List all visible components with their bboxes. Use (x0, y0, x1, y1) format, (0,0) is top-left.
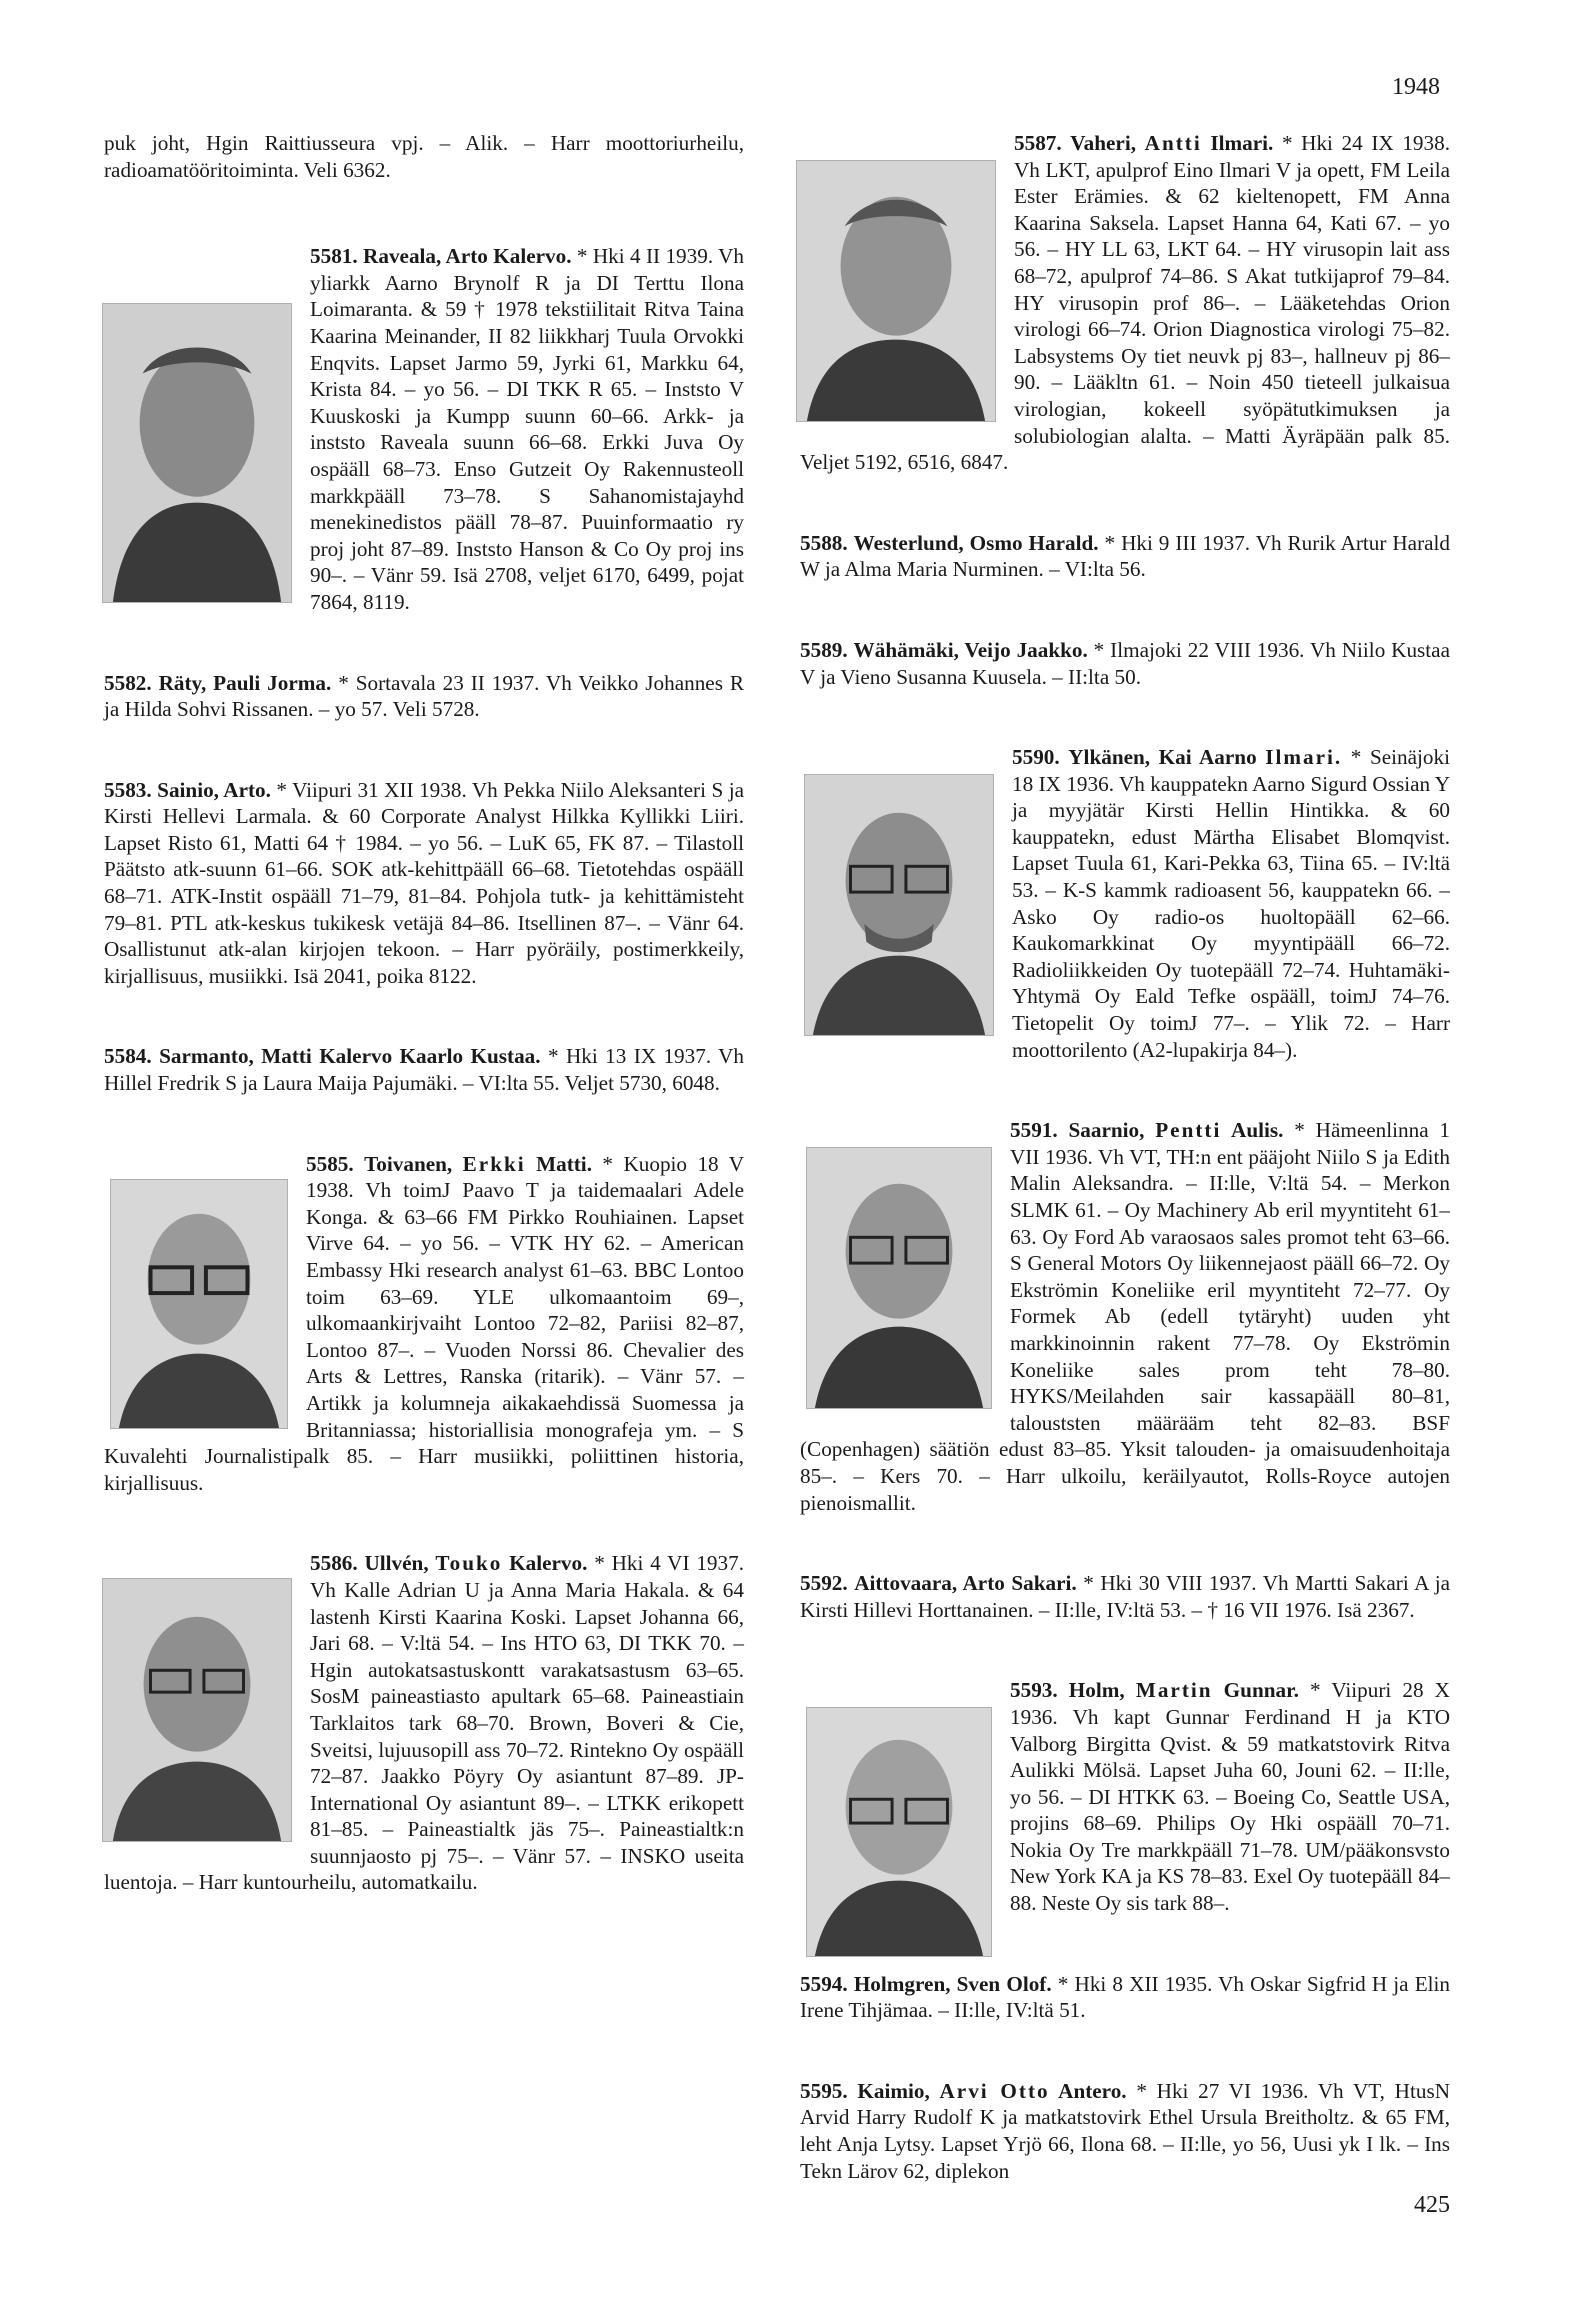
entry-number: 5581. (310, 244, 358, 269)
entry-text: * Hki 4 II 1939. Vh yliarkk Aarno Brynolf R ja DI Terttu Ilona Loimaranta. & 59 † 1978 tekstiilitait Ritva Taina Kaarina Meinander, II 82 liikkharj Tuula Orvokki Enqvits. Lapset Jarmo 59, Jyrki 61, Markku 64, Krista 84. – yo 56. – DI TKK R 65. – Inststo V Kuuskoski ja Kumpp suunn 60–66. Arkk- ja inststo Raveala suunn 66–68. Erkki Juva Oy ospääll 68–73. Enso Gutzeit Oy Rakennusteoll markkpääll 73–78. S Sahanomistajayhd menekinedistos pääll 78–87. Puuinformaatio ry proj joht 87–89. Inststo Hanson & Co Oy proj ins 90–. – Vänr 59. Isä 2708, veljet 6170, 6499, pojat 7864, 8119. (310, 244, 745, 614)
entry-name: Saarnio, Pentti Aulis. (1068, 1118, 1284, 1143)
entry-5595 (800, 2078, 1450, 2184)
entry-name: Holm, Martin Gunnar. (1068, 1678, 1299, 1703)
entry-number: 5583. (104, 777, 152, 802)
portrait-photo-5587 (796, 160, 996, 422)
right-column (800, 130, 1450, 2238)
entry-number: 5590. (1012, 745, 1060, 770)
page-number: 425 (1414, 2192, 1450, 2218)
entry-text: * Hki 24 IX 1938. Vh LKT, apulprof Eino Ilmari V ja opett, FM Leila Ester Erämies. & 62 kieltenopett, FM Anna Kaarina Saksela. Lapset Hanna 64, Kati 67. – yo 56. – HY LL 63, LKT 64. – HY virusopin lait ass 68–72, apulprof 74–86. S Akat tutkijaprof 79–84. HY virusopin prof 86–. – Lääketehdas Orion virologi 66–74. Orion Diagnostica virologi 75–82. Labsystems Oy tiet neuvk pj 83–, hallneuv pj 86–90. – Lääkltn 61. – Noin 450 tieteell julkaisua virologian, kokeell syöpätutkimuksen ja solubiologian alalta. – Matti Äyräpään palk 85. Veljet 5192, 6516, 6847. (800, 131, 1451, 475)
entry-name: Raveala, Arto Kalervo. (363, 244, 572, 269)
entry-text: * Hki 9 III 1937. Vh Rurik Artur Harald W ja Alma Maria Nurminen. – VI:lta 56. (800, 530, 1451, 582)
entry-name: Toivanen, Erkki Matti. (364, 1151, 592, 1176)
entry-text: * Hki 8 XII 1935. Vh Oskar Sigfrid H ja Elin Irene Tihjämaa. – II:lle, IV:ltä 51. (800, 1971, 1451, 2023)
portrait-photo-5591 (806, 1147, 992, 1409)
entry-5594 (800, 1971, 1450, 2024)
entry-name: Wähämäki, Veijo Jaakko. (853, 637, 1088, 662)
entry-5582 (104, 670, 744, 723)
entry-name: Ylkänen, Kai Aarno Ilmari. (1068, 745, 1343, 770)
entry-name: Kaimio, Arvi Otto Antero. (857, 2078, 1127, 2103)
entry-name: Sarmanto, Matti Kalervo Kaarlo Kustaa. (159, 1044, 541, 1069)
entry-text: * Viipuri 31 XII 1938. Vh Pekka Niilo Aleksanteri S ja Kirsti Hellevi Larmala. & 60 Corporate Analyst Hilkka Kyllikki Liiri. Lapset Risto 61, Matti 64 † 1984. – yo 56. – LuK 65, FK 87. – Tilastoll Päätsto atk-suunn 61–66. SOK atk-kehittpääll 66–68. Tietotehdas ospääll 68–71. ATK-Instit ospääll 71–79, 81–84. Pohjola tutk- ja kehittämisteht 79–81. PTL atk-keskus tukikesk vetäjä 84–86. Itsellinen 87–. – Vänr 64. Osallistunut atk-alan kirjojen tekoon. – Harr pyöräily, postimerkkeily, kirjallisuus, musiikki. Isä 2041, poika 8122. (104, 777, 745, 988)
entry-5593 (800, 1677, 1450, 1916)
entry-5581 (104, 243, 744, 615)
entry-5592 (800, 1570, 1450, 1623)
entry-text: * Hämeenlinna 1 VII 1936. Vh VT, TH:n ent pääjoht Niilo S ja Edith Malin Aleksandra. – II:lle, V:ltä 54. – Merkon SLMK 61. – Oy Machinery Ab eril myyntiteht 61–63. Oy Ford Ab varaosaos sales promot teht 63–66. S General Motors Oy liikennejaost pääll 66–72. Oy Ekströmin Koneliike eril myyntiteht 72–77. Oy Formek Ab (edell tytäryht) uuden yht markkinoinnin rakent 77–78. Oy Ekströmin Koneliike sales prom teht 78–80. HYKS/Meilahden sair kassapääll 80–81, talouststen määrääm teht 82–83. BSF (Copenhagen) säätiön edust 83–85. Yksit talouden- ja omaisuudenhoitaja 85–. – Kers 70. – Harr ulkoilu, keräilyautot, Rolls-Royce autojen pienoismallit. (800, 1118, 1450, 1515)
entry-number: 5591. (1010, 1118, 1058, 1143)
entry-5586 (104, 1550, 744, 1896)
entry-name: Vaheri, Antti Ilmari. (1070, 131, 1274, 155)
entry-number: 5584. (104, 1044, 152, 1069)
entry-number: 5595. (800, 2078, 848, 2103)
left-column (104, 130, 744, 1950)
entry-name: Westerlund, Osmo Harald. (853, 530, 1099, 555)
entry-5590 (800, 744, 1450, 1063)
entry-continuation (104, 130, 744, 183)
entry-number: 5594. (800, 1971, 848, 1996)
portrait-photo-5593 (806, 1707, 992, 1957)
entry-text: * Hki 27 VI 1936. Vh VT, HtusN Arvid Harry Rudolf K ja matkatstovirk Ethel Ursula Breitholtz. & 65 FM, leht Anja Lytsy. Lapset Yrjö 66, Ilona 68. – II:lle, yo 56, Uusi yk I lk. – Ins Tekn Lärov 62, diplekon (800, 2078, 1450, 2183)
entry-text: * Viipuri 28 X 1936. Vh kapt Gunnar Ferdinand H ja KTO Valborg Birgitta Qvist. & 59 matkatstovirk Ritva Aulikki Mölsä. Lapset Juha 60, Jouni 62. – II:lle, yo 56. – DI HTKK 63. – Boeing Co, Seattle USA, projins 68–69. Philips Oy Hki ospääll 70–71. Nokia Oy Tre markkpääll 71–78. UM/pääkonsvsto New York KA ja KS 78–83. Exel Oy tuotepääll 84–88. Neste Oy sis tark 88–. (1010, 1678, 1450, 1916)
entry-number: 5589. (800, 637, 848, 662)
portrait-photo-5581 (102, 303, 292, 603)
portrait-photo-5585 (110, 1179, 288, 1429)
entry-text: * Seinäjoki 18 IX 1936. Vh kauppatekn Aarno Sigurd Ossian Y ja myyjätär Kirsti Hellin Hintikka. & 60 kauppatekn, edust Märtha Elisabet Blomqvist. Lapset Tuula 61, Kari-Pekka 63, Tiina 65. – IV:ltä 53. – K-S kammk radioasent 56, kauppatekn 66. – Asko Oy radio-os huoltopääll 62–66. Kaukomarkkinat Oy myyntipääll 66–72. Radioliikkeiden Oy tuotepääll 72–74. Huhtamäki-Yhtymä Oy Eald Tefke ospääll, toimJ 74–76. Tietopelit Oy toimJ 77–. – Ylik 72. – Harr moottorilento (A2-lupakirja 84–). (1012, 745, 1450, 1062)
entry-name: Sainio, Arto. (157, 777, 271, 802)
entry-number: 5593. (1010, 1678, 1058, 1703)
entry-5588 (800, 530, 1450, 583)
entry-number: 5588. (800, 530, 848, 555)
portrait-photo-5590 (804, 774, 994, 1036)
entry-5589 (800, 637, 1450, 690)
page-year-header: 1948 (1392, 74, 1440, 100)
entry-name: Aittovaara, Arto Sakari. (854, 1571, 1077, 1596)
entry-name: Ullvén, Touko Kalervo. (364, 1551, 588, 1576)
entry-number: 5582. (104, 670, 152, 695)
entry-text: * Hki 4 VI 1937. Vh Kalle Adrian U ja Anna Maria Hakala. & 64 lastenh Kirsti Kaarina Koski. Lapset Johanna 66, Jari 68. – V:ltä 54. – Ins HTO 63, DI TKK 70. – Hgin autokatsastuskontt varakatsastusm 63–65. SosM paineastiasto apultark 65–68. Paineastiain Tarklaitos tark 68–70. Brown, Boveri & Cie, Sveitsi, lujuusopill ass 70–72. Rintekno Oy ospääll 72–87. Jaakko Pöyry Oy asiantunt 87–89. JP-International Oy asiantunt 89–. – LTKK erikopett 81–85. – Paineastialtk jäs 75–. Paineastialtk:n suunnjaosto pj 75–. – Vänr 57. – INSKO useita luentoja. – Harr kuntourheilu, automatkailu. (104, 1551, 744, 1895)
entry-text: * Hki 30 VIII 1937. Vh Martti Sakari A ja Kirsti Hillevi Horttanainen. – II:lle, IV:ltä 53. – † 16 VII 1976. Isä 2367. (800, 1571, 1451, 1622)
entry-number: 5585. (306, 1151, 354, 1176)
entry-number: 5592. (800, 1571, 848, 1596)
entry-name: Räty, Pauli Jorma. (158, 670, 332, 695)
entry-5584 (104, 1043, 744, 1096)
entry-text: * Kuopio 18 V 1938. Vh toimJ Paavo T ja taidemaalari Adele Konga. & 63–66 FM Pirkko Rouhiainen. Lapset Virve 64. – yo 56. – VTK HY 62. – American Embassy Hki research analyst 61–63. BBC Lontoo toim 63–69. YLE ulkomaantoim 69–, ulkomaankirjvaiht Lontoo 72–82, Pariisi 82–87, Lontoo 87–. – Vuoden Norssi 86. Chevalier des Arts & Lettres, Ranska (ritarik). – Vänr 57. – Artikk ja kolumneja aikakaehdissä Suomessa ja Britanniassa; historiallisia monografeja ym. – S Kuvalehti Journalistipalk 85. – Harr musiikki, poliittinen historia, kirjallisuus. (104, 1151, 745, 1495)
entry-text: * Ilmajoki 22 VIII 1936. Vh Niilo Kustaa V ja Vieno Susanna Kuusela. – II:lta 50. (800, 637, 1450, 689)
entry-text: puk joht, Hgin Raittiusseura vpj. – Alik. – Harr moottoriurheilu, radioamatööritoiminta. Veli 6362. (104, 131, 744, 182)
entry-name: Holmgren, Sven Olof. (853, 1971, 1052, 1996)
entry-5585 (104, 1151, 744, 1497)
entry-number: 5586. (310, 1551, 358, 1576)
entry-5587 (800, 130, 1450, 476)
entry-5591 (800, 1117, 1450, 1516)
portrait-photo-5586 (102, 1578, 292, 1842)
entry-5583 (104, 777, 744, 990)
entry-text: * Sortavala 23 II 1937. Vh Veikko Johannes R ja Hilda Sohvi Rissanen. – yo 57. Veli 5728. (104, 670, 744, 722)
entry-number: 5587. (1014, 131, 1062, 155)
entry-text: * Hki 13 IX 1937. Vh Hillel Fredrik S ja Laura Maija Pajumäki. – VI:lta 55. Veljet 5730, 6048. (104, 1044, 745, 1096)
